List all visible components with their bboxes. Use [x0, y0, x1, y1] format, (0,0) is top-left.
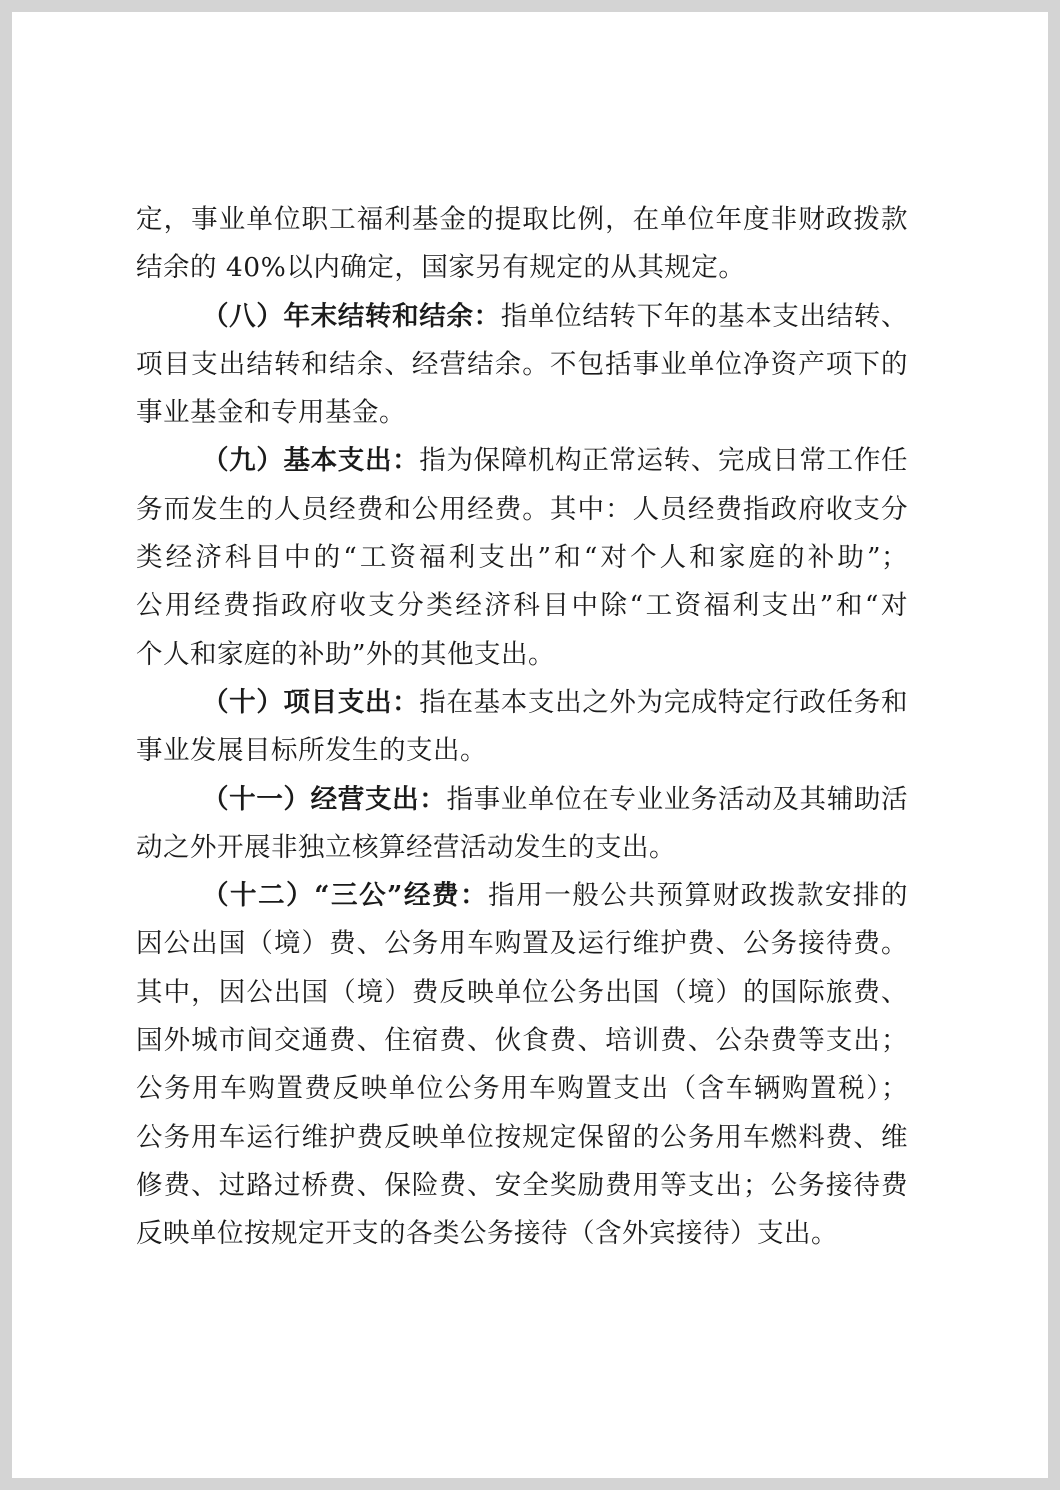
text-line: 个人和家庭的补助”外的其他支出。 [136, 638, 556, 670]
text-line [136, 293, 908, 341]
text-run: 指事业单位在专业业务活动及其辅助活 [446, 783, 909, 815]
text-line: 因公出国（境）费、公务用车购置及运行维护费、公务接待费。 [136, 928, 908, 960]
section-term: （十一）经营支出： [202, 783, 447, 815]
text-run: 指单位结转下年的基本支出结转、 [500, 300, 909, 332]
text-run: 指在基本支出之外为完成特定行政任务和 [419, 686, 909, 718]
text-line: 国外城市间交通费、住宿费、伙食费、培训费、公杂费等支出； [136, 1025, 908, 1057]
text-line: 类经济科目中的“工资福利支出”和“对个人和家庭的补助”； [136, 542, 908, 574]
text-line: 修费、过路过桥费、保险费、安全奖励费用等支出；公务接待费 [136, 1169, 908, 1201]
text-line: 结余的 40%以内确定，国家另有规定的从其规定。 [136, 252, 746, 284]
text-line: 公用经费指政府收支分类经济科目中除“工资福利支出”和“对 [136, 590, 908, 622]
text-line [136, 776, 908, 824]
text-line: 务而发生的人员经费和公用经费。其中：人员经费指政府收支分 [136, 493, 908, 525]
section-term: （十）项目支出： [202, 686, 420, 718]
text-run: 指为保障机构正常运转、完成日常工作任 [419, 445, 909, 477]
text-line: 其中，因公出国（境）费反映单位公务出国（境）的国际旅费、 [136, 976, 908, 1008]
document-body [136, 196, 908, 1259]
section-term: （十二）“三公”经费： [202, 880, 489, 912]
section-term: （九）基本支出： [202, 445, 420, 477]
section-term: （八）年末结转和结余： [202, 300, 501, 332]
text-line: 公务用车运行维护费反映单位按规定保留的公务用车燃料费、维 [136, 1121, 908, 1153]
text-line: 定，事业单位职工福利基金的提取比例，在单位年度非财政拨款 [136, 204, 908, 235]
text-line: 反映单位按规定开支的各类公务接待（含外宾接待）支出。 [136, 1218, 838, 1250]
text-line: 事业基金和专用基金。 [136, 397, 406, 429]
text-run: 指用一般公共预算财政拨款安排的 [488, 880, 908, 912]
text-line: 公务用车购置费反映单位公务用车购置支出（含车辆购置税）； [136, 1073, 908, 1105]
text-line: 事业发展目标所发生的支出。 [136, 735, 487, 767]
text-line [136, 872, 908, 920]
text-line [136, 437, 908, 485]
text-line: 项目支出结转和结余、经营结余。不包括事业单位净资产项下的 [136, 348, 908, 380]
text-line: 动之外开展非独立核算经营活动发生的支出。 [136, 831, 676, 863]
text-line [136, 679, 908, 727]
